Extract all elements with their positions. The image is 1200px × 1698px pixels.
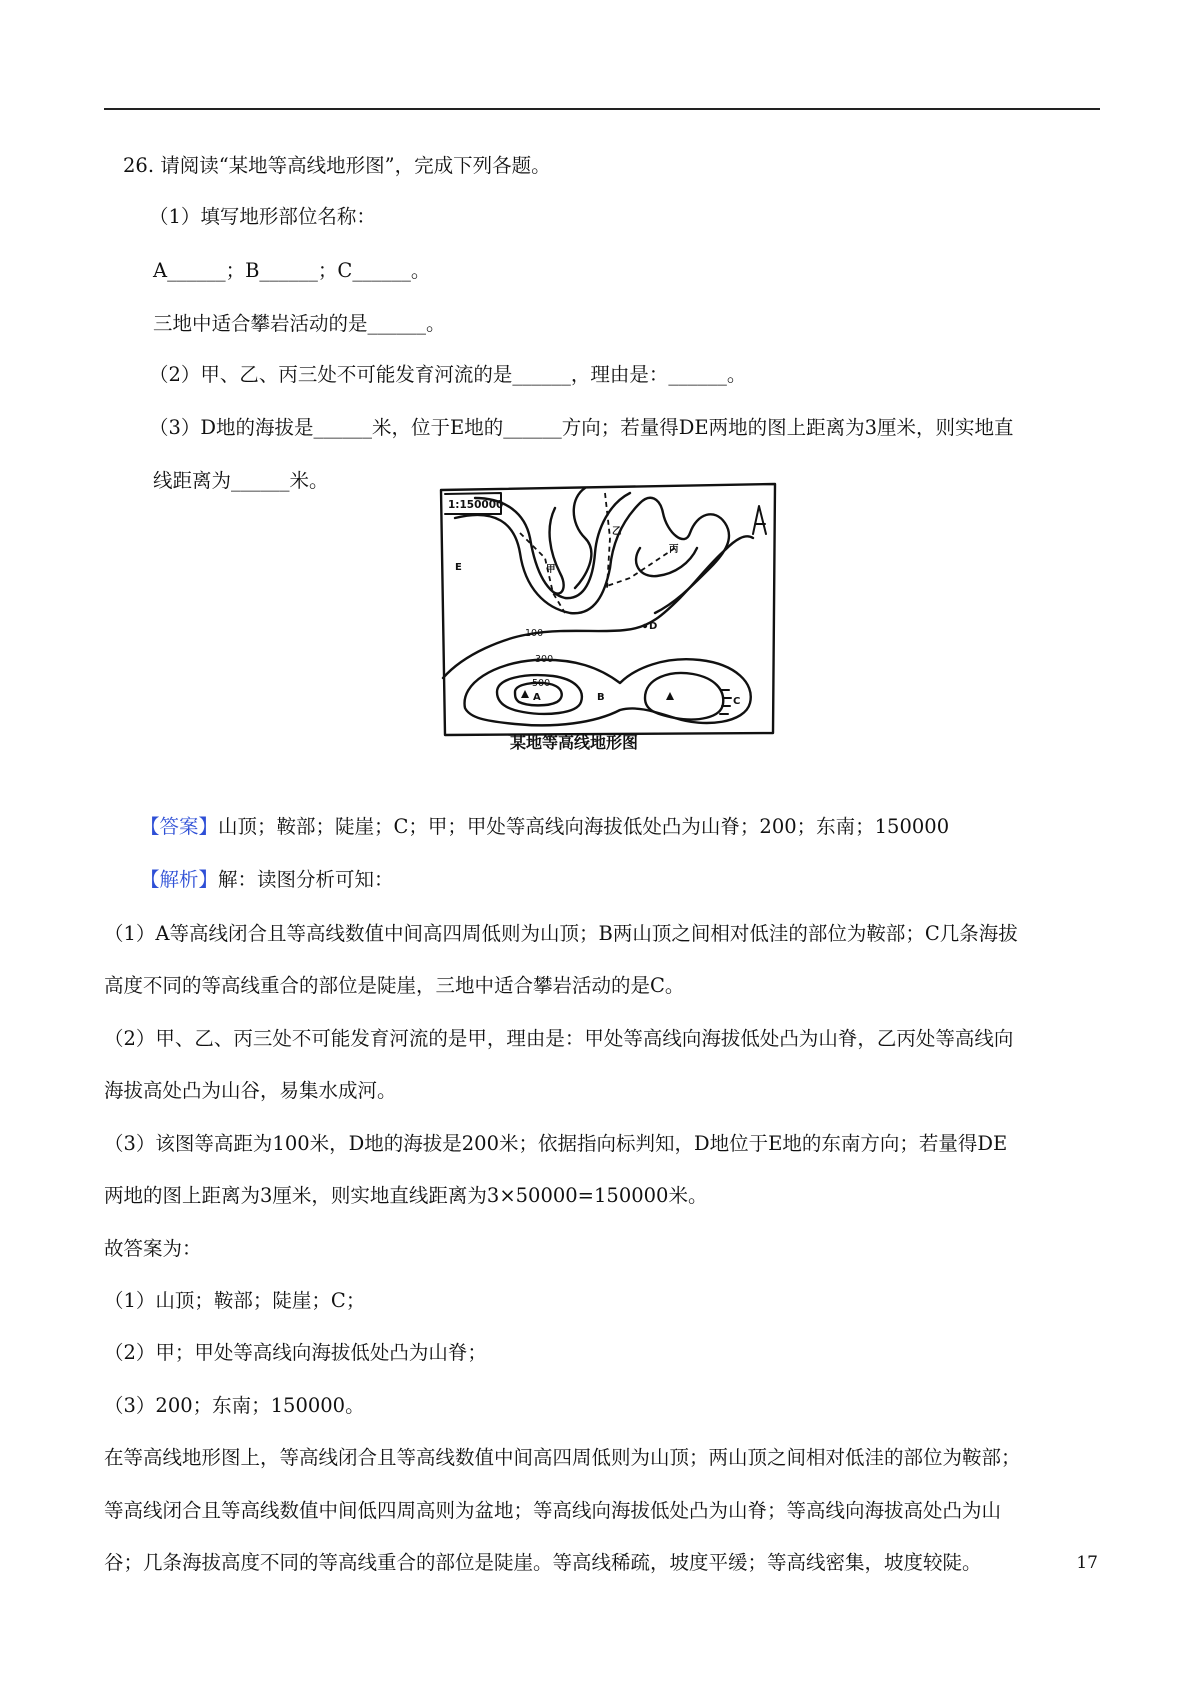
contour-line-300 bbox=[465, 659, 751, 725]
dashed-line-jia bbox=[520, 533, 565, 613]
analysis-line-3: （2）甲、乙、丙三处不可能发育河流的是甲，理由是：甲处等高线向海拔低处凸为山脊，乙丙处等高线向 bbox=[104, 1027, 1014, 1050]
point-label-yi: 乙 bbox=[612, 526, 622, 537]
analysis-line-1: （1）A等高线闭合且等高线数值中间高四周低则为山顶；B两山顶之间相对低洼的部位为鞍部；C几条海拔 bbox=[104, 922, 1018, 945]
analysis-intro: 解：读图分析可知： bbox=[218, 868, 394, 891]
point-d-marker bbox=[643, 624, 647, 628]
point-label-jia: 甲 bbox=[546, 564, 556, 575]
analysis-line-6: 两地的图上距离为3厘米，则实地直线距离为3×50000=150000米。 bbox=[104, 1184, 708, 1207]
contour-line-upper-4 bbox=[550, 508, 564, 594]
contour-line-upper-5 bbox=[636, 548, 697, 576]
contour-line-100 bbox=[443, 536, 753, 678]
analysis-line-7: 故答案为： bbox=[104, 1237, 202, 1260]
dashed-line-bing bbox=[607, 548, 675, 586]
scale-label: 1:150000 bbox=[448, 499, 504, 511]
peak-c-icon bbox=[666, 692, 674, 700]
question-3-line-1: （3）D地的海拔是______米，位于E地的______方向；若量得DE两地的图上距离为3厘米，则实地直 bbox=[149, 416, 1014, 439]
point-label-a: A bbox=[533, 692, 541, 703]
analysis-line-10: （3）200；东南；150000。 bbox=[104, 1394, 365, 1417]
analysis-line-4: 海拔高处凸为山谷，易集水成河。 bbox=[104, 1079, 397, 1102]
question-1-title: （1）填写地形部位名称： bbox=[149, 205, 376, 228]
point-label-e: E bbox=[455, 562, 462, 573]
analysis-line-11: 在等高线地形图上，等高线闭合且等高线数值中间高四周低则为山顶；两山顶之间相对低洼的部位为鞍部； bbox=[104, 1446, 1021, 1469]
analysis-line-13: 谷；几条海拔高度不同的等高线重合的部位是陡崖。等高线稀疏，坡度平缓；等高线密集，坡度较陡。 bbox=[104, 1551, 982, 1574]
analysis-line-2: 高度不同的等高线重合的部位是陡崖，三地中适合攀岩活动的是C。 bbox=[104, 974, 685, 997]
peak-a-icon bbox=[521, 690, 529, 698]
contour-label-300: 300 bbox=[535, 654, 554, 665]
analysis-line-9: （2）甲；甲处等高线向海拔低处凸为山脊； bbox=[104, 1341, 487, 1364]
analysis-line-12: 等高线闭合且等高线数值中间低四周高则为盆地；等高线向海拔低处凸为山脊；等高线向海拔高处凸为山 bbox=[104, 1499, 1002, 1522]
analysis-tag: 【解析】 bbox=[140, 868, 219, 891]
analysis-line-8: （1）山顶；鞍部；陡崖；C； bbox=[104, 1289, 366, 1312]
contour-label-100: 100 bbox=[525, 628, 544, 639]
analysis-line-5: （3）该图等高距为100米，D地的海拔是200米；依据指向标判知，D地位于E地的东南方向；若量得DE bbox=[104, 1132, 1008, 1155]
point-label-c: C bbox=[733, 696, 741, 707]
question-2: （2）甲、乙、丙三处不可能发育河流的是______，理由是：______。 bbox=[149, 363, 747, 386]
point-label-bing: 丙 bbox=[669, 544, 679, 555]
question-stem: 26. 请阅读“某地等高线地形图”，完成下列各题。 bbox=[123, 154, 551, 177]
north-arrow-icon bbox=[753, 506, 766, 534]
question-3-line-2: 线距离为______米。 bbox=[153, 469, 329, 492]
header-rule bbox=[104, 108, 1100, 110]
contour-map-figure bbox=[435, 478, 780, 740]
answer-text: 山顶；鞍部；陡崖；C；甲；甲处等高线向海拔低处凸为山脊；200；东南；150000 bbox=[218, 815, 950, 838]
figure-caption: 某地等高线地形图 bbox=[510, 733, 639, 752]
analysis-intro-line bbox=[140, 866, 394, 894]
contour-line-hill-c bbox=[645, 673, 723, 719]
answer-tag: 【答案】 bbox=[140, 815, 219, 838]
point-label-d: D bbox=[649, 621, 658, 632]
page-number: 17 bbox=[1076, 1553, 1098, 1573]
question-1-blanks: A______；B______；C______。 bbox=[153, 259, 431, 282]
question-1-extra: 三地中适合攀岩活动的是______。 bbox=[153, 312, 446, 335]
point-label-b: B bbox=[597, 692, 605, 703]
contour-label-500: 500 bbox=[532, 678, 551, 689]
answer-line bbox=[140, 813, 949, 841]
contour-line-upper-3 bbox=[574, 488, 592, 588]
